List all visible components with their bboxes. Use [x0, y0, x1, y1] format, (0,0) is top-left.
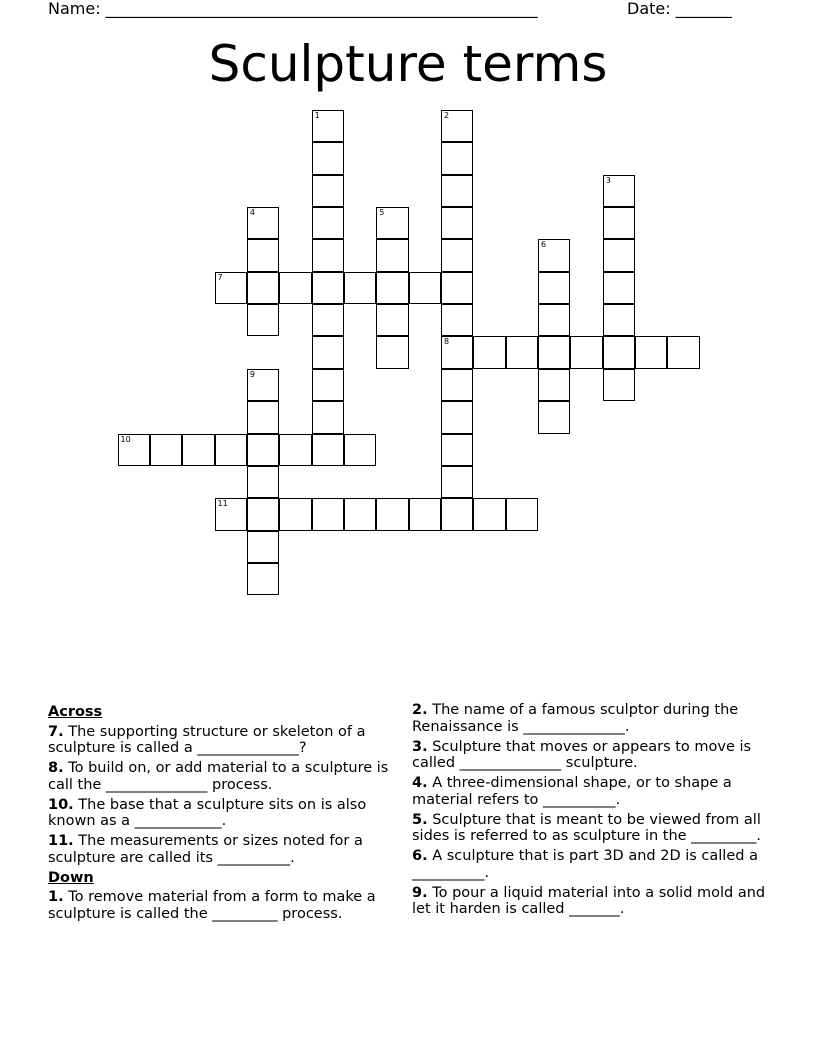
clue-text: The base that a sculpture sits on is also known as a ____________. — [48, 796, 367, 829]
crossword-cell — [635, 336, 667, 368]
crossword-cell — [247, 498, 279, 530]
crossword-cell — [312, 142, 344, 174]
crossword-cell — [506, 498, 538, 530]
clue-number: 6. — [412, 848, 428, 864]
crossword-cell — [312, 401, 344, 433]
crossword-cell — [312, 175, 344, 207]
crossword-cell — [118, 434, 150, 466]
crossword-cell — [441, 466, 473, 498]
crossword-cell — [182, 434, 214, 466]
clue-across-11 — [48, 833, 403, 866]
crossword-cell — [247, 304, 279, 336]
crossword-cell — [215, 272, 247, 304]
cell-number: 5 — [379, 208, 385, 218]
cell-number: 9 — [249, 369, 255, 379]
crossword-cell — [247, 239, 279, 271]
cell-number: 8 — [444, 337, 450, 347]
crossword-cell — [441, 272, 473, 304]
crossword-cell — [215, 434, 247, 466]
crossword-cell — [538, 239, 570, 271]
clue-text: Sculpture that is meant to be viewed from all sides is referred to as sculpture in the _________. — [412, 811, 762, 844]
clue-text: Sculpture that moves or appears to move is called ______________ sculpture. — [412, 738, 752, 771]
clue-text: To pour a liquid material into a solid mold and let it harden is called _______. — [412, 884, 766, 917]
crossword-cell — [312, 304, 344, 336]
clue-text: The supporting structure or skeleton of a sculpture is called a ______________? — [48, 723, 366, 756]
clue-across-7 — [48, 724, 403, 757]
crossword-cell — [441, 336, 473, 368]
cell-number: 7 — [217, 272, 223, 282]
clue-text: The name of a famous sculptor during the Renaissance is ______________. — [412, 702, 739, 735]
crossword-cell — [603, 175, 635, 207]
crossword-cell — [538, 336, 570, 368]
crossword-cell — [247, 401, 279, 433]
crossword-cell — [247, 466, 279, 498]
crossword-cell — [409, 272, 441, 304]
crossword-cell — [603, 304, 635, 336]
clue-text: A sculpture that is part 3D and 2D is called a __________. — [412, 848, 758, 881]
clue-number: 11. — [48, 833, 74, 849]
crossword-cell — [215, 498, 247, 530]
crossword-cell — [279, 272, 311, 304]
crossword-cell — [376, 239, 408, 271]
crossword-cell — [247, 434, 279, 466]
crossword-cell — [441, 434, 473, 466]
crossword-cell — [312, 369, 344, 401]
clue-down-1 — [48, 889, 403, 922]
crossword-cell — [603, 239, 635, 271]
crossword-cell — [441, 239, 473, 271]
crossword-cell — [473, 336, 505, 368]
cell-number: 6 — [541, 240, 547, 250]
clue-number: 2. — [412, 702, 428, 718]
date-field-label: Date: _______ — [627, 0, 732, 18]
down-heading: Down — [48, 869, 94, 886]
crossword-cell — [247, 207, 279, 239]
crossword-cell — [247, 272, 279, 304]
clue-down-2 — [412, 702, 782, 735]
crossword-cell — [312, 498, 344, 530]
cell-number: 10 — [120, 434, 131, 444]
crossword-cell — [538, 272, 570, 304]
crossword-cell — [538, 369, 570, 401]
crossword-cell — [312, 272, 344, 304]
crossword-cell — [312, 110, 344, 142]
crossword-cell — [344, 498, 376, 530]
clues-left-column — [48, 702, 403, 926]
clue-text: To build on, or add material to a sculpture is call the ______________ process. — [48, 760, 389, 793]
clue-down-3 — [412, 739, 782, 772]
clue-number: 1. — [48, 889, 64, 905]
crossword-cell — [441, 401, 473, 433]
crossword-cell — [247, 369, 279, 401]
page-title: Sculpture terms — [208, 35, 608, 93]
crossword-cell — [312, 207, 344, 239]
crossword-cell — [441, 175, 473, 207]
crossword-cell — [312, 239, 344, 271]
crossword-cell — [247, 531, 279, 563]
crossword-cell — [441, 498, 473, 530]
cell-number: 1 — [314, 111, 320, 120]
crossword-cell — [150, 434, 182, 466]
clue-number: 5. — [412, 811, 428, 828]
clue-down-5 — [412, 812, 782, 845]
crossword-cell — [603, 207, 635, 239]
clues-right-column — [412, 702, 782, 921]
clue-number: 3. — [412, 738, 428, 755]
crossword-cell — [279, 498, 311, 530]
cell-number: 3 — [605, 175, 611, 185]
clue-across-10 — [48, 797, 403, 830]
crossword-cell — [376, 498, 408, 530]
clue-number: 4. — [412, 775, 428, 791]
clue-text: The measurements or sizes noted for a sculpture are called its __________. — [48, 833, 363, 866]
clue-number: 7. — [48, 723, 64, 740]
crossword-cell — [538, 304, 570, 336]
cell-number: 2 — [444, 111, 450, 120]
crossword-cell — [538, 401, 570, 433]
crossword-cell — [441, 207, 473, 239]
crossword-cell — [441, 142, 473, 174]
name-field-label: Name: ______________________________________________________ — [48, 0, 538, 18]
crossword-cell — [376, 304, 408, 336]
crossword-cell — [376, 272, 408, 304]
crossword-cell — [570, 336, 602, 368]
crossword-cell — [312, 336, 344, 368]
crossword-cell — [409, 498, 441, 530]
cell-number: 4 — [249, 208, 255, 218]
crossword-cell — [441, 110, 473, 142]
crossword-cell — [247, 563, 279, 595]
crossword-cell — [441, 369, 473, 401]
across-heading: Across — [48, 704, 103, 720]
clue-number: 10. — [48, 796, 74, 813]
clue-down-4 — [412, 775, 782, 808]
crossword-cell — [603, 369, 635, 401]
crossword-cell — [279, 434, 311, 466]
crossword-cell — [603, 272, 635, 304]
clue-down-9 — [412, 885, 782, 918]
clue-across-8 — [48, 760, 403, 793]
crossword-cell — [312, 434, 344, 466]
clue-number: 8. — [48, 760, 64, 776]
cell-number: 11 — [217, 499, 228, 509]
crossword-cell — [506, 336, 538, 368]
crossword-cell — [473, 498, 505, 530]
crossword-cell — [376, 336, 408, 368]
crossword-cell — [376, 207, 408, 239]
clue-number: 9. — [412, 884, 428, 901]
crossword-cell — [344, 434, 376, 466]
crossword-cell — [667, 336, 699, 368]
crossword-cell — [344, 272, 376, 304]
clue-down-6 — [412, 848, 782, 881]
crossword-cell — [603, 336, 635, 368]
clue-text: To remove material from a form to make a sculpture is called the _________ process. — [48, 889, 376, 922]
clue-text: A three-dimensional shape, or to shape a material refers to __________. — [412, 775, 732, 808]
crossword-cell — [441, 304, 473, 336]
